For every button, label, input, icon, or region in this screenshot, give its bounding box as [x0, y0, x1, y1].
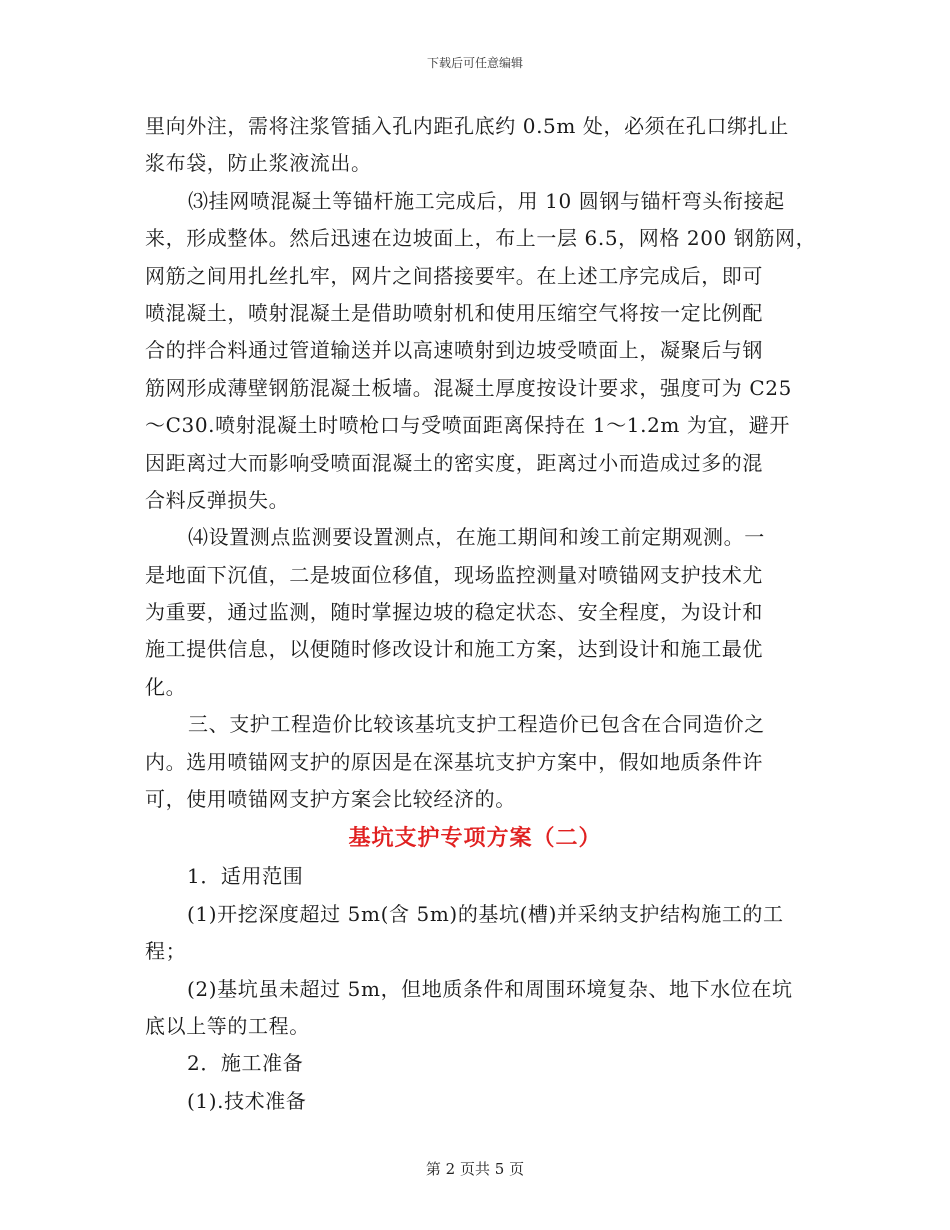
body-line: 化。	[145, 674, 187, 699]
paragraph-start: ⑷设置测点监测要设置测点，在施工期间和竣工前定期观测。一	[188, 525, 765, 550]
paragraph-start: (2)基坑虽未超过 5m，但地质条件和周围环境复杂、地下水位在坑	[187, 976, 793, 1001]
document-body	[145, 108, 815, 1120]
numbered-heading: 1．适用范围	[187, 864, 304, 889]
body-line: 合料反弹损失。	[145, 487, 290, 512]
paragraph-start: (1)开挖深度超过 5m(含 5m)的基坑(槽)并采纳支护结构施工的工	[187, 901, 784, 926]
numbered-heading: (1).技术准备	[187, 1088, 307, 1113]
numbered-heading: 2．施工准备	[187, 1051, 304, 1076]
body-line: ～C30.喷射混凝土时喷枪口与受喷面距离保持在 1～1.2m 为宜，避开	[145, 413, 790, 438]
body-line: 喷混凝土，喷射混凝土是借助喷射机和使用压缩空气将按一定比例配	[145, 300, 763, 325]
section-title: 基坑支护专项方案（二）	[348, 825, 602, 852]
body-line: 因距离过大而影响受喷面混凝土的密实度，距离过小而造成过多的混	[145, 450, 763, 475]
body-line: 里向外注，需将注浆管插入孔内距孔底约 0.5m 处，必须在孔口绑扎止	[145, 114, 789, 138]
body-line: 浆布袋，防止浆液流出。	[145, 151, 372, 176]
body-line: 是地面下沉值，二是坡面位移值，现场监控测量对喷锚网支护技术尤	[145, 562, 763, 587]
body-line: 为重要，通过监测，随时掌握边坡的稳定状态、安全程度，为设计和	[145, 600, 763, 625]
page-footer: 第 2 页共 5 页	[425, 1160, 525, 1178]
body-line: 合的拌合料通过管道输送并以高速喷射到边坡受喷面上，凝聚后与钢	[145, 338, 763, 363]
body-line: 筋网形成薄壁钢筋混凝土板墙。混凝土厚度按设计要求，强度可为 C25	[145, 375, 792, 400]
body-line: 底以上等的工程。	[145, 1013, 310, 1038]
body-line: 来，形成整体。然后迅速在边坡面上，布上一层 6.5，网格 200 钢筋网，	[145, 226, 817, 251]
page-header: 下载后可任意编辑	[426, 56, 523, 70]
paragraph-start: ⑶挂网喷混凝土等锚杆施工完成后，用 10 圆钢与锚杆弯头衔接起	[188, 188, 785, 213]
body-line: 内。选用喷锚网支护的原因是在深基坑支护方案中，假如地质条件许	[145, 749, 763, 774]
body-line: 施工提供信息，以便随时修改设计和施工方案，达到设计和施工最优	[145, 637, 763, 662]
paragraph-start: 三、支护工程造价比较该基坑支护工程造价已包含在合同造价之	[188, 712, 765, 737]
body-line: 可，使用喷锚网支护方案会比较经济的。	[145, 787, 516, 812]
body-line: 程；	[145, 939, 187, 964]
body-line: 网筋之间用扎丝扎牢，网片之间搭接要牢。在上述工序完成后，即可	[145, 263, 763, 288]
